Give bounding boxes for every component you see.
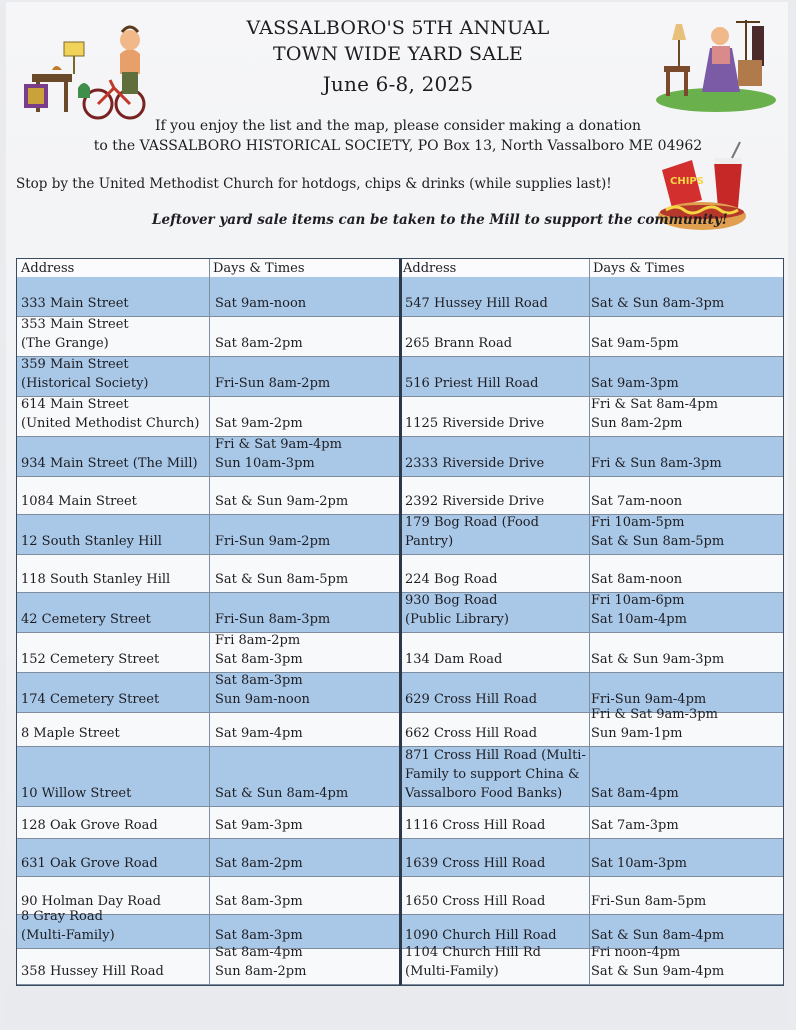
address-cell: 333 Main Street [21,296,129,311]
days-times-cell-2: Sat 7am-noon [591,494,683,509]
days-times-cell: Sat & Sun 9am-2pm [215,494,349,509]
address-cell-2: 662 Cross Hill Road [405,726,538,741]
flyer-title-line1: VASSALBORO'S 5TH ANNUAL [246,17,550,39]
days-times-cell-2: Fri noon-4pm Sat & Sun 9am-4pm [591,945,725,979]
days-times-cell-2: Sat 9am-5pm [591,336,679,351]
header-days-times: Days & Times [213,261,305,276]
sale-dates: June 6-8, 2025 [322,72,474,96]
days-times-cell: Sat & Sun 8am-4pm [215,786,349,801]
days-times-cell-2: Fri-Sun 8am-5pm [591,894,707,909]
column-divider [399,259,402,985]
address-cell: 8 Maple Street [21,726,120,741]
days-times-cell-2: Sat & Sun 8am-4pm [591,928,725,943]
address-cell: 8 Gray Road (Multi-Family) [21,909,115,943]
address-cell: 42 Cemetery Street [21,612,151,627]
header-address: Address [21,261,75,276]
days-times-cell: Sat 8am-2pm [215,856,303,871]
column-divider [589,259,590,985]
address-cell: 358 Hussey Hill Road [21,964,164,979]
days-times-cell-2: Fri-Sun 9am-4pm [591,692,707,707]
days-times-cell-2: Fri & Sat 8am-4pm Sun 8am-2pm [591,397,718,431]
address-cell: 118 South Stanley Hill [21,572,171,587]
address-cell-2: 265 Brann Road [405,336,513,351]
days-times-cell: Sat 8am-3pm [215,894,303,909]
address-cell: 359 Main Street (Historical Society) [21,357,149,391]
flyer-title-line2: TOWN WIDE YARD SALE [272,43,523,65]
days-times-cell: Sat & Sun 8am-5pm [215,572,349,587]
donation-note-line2: to the VASSALBORO HISTORICAL SOCIETY, PO Box 13, North Vassalboro ME 04962 [93,138,703,154]
address-cell-2: 1116 Cross Hill Road [405,818,546,833]
days-times-cell: Sat 9am-2pm [215,416,303,431]
header-days-times-2: Days & Times [593,261,685,276]
address-cell-2: 1639 Cross Hill Road [405,856,546,871]
days-times-cell-2: Sat 8am-noon [591,572,683,587]
address-cell: 934 Main Street (The Mill) [21,456,198,471]
days-times-cell: Sat 9am-noon [215,296,307,311]
address-cell-2: 179 Bog Road (Food Pantry) [405,515,539,549]
address-cell: 614 Main Street (United Methodist Church) [21,397,200,431]
days-times-cell: Fri-Sun 9am-2pm [215,534,331,549]
address-cell: 128 Oak Grove Road [21,818,158,833]
church-food-note: Stop by the United Methodist Church for hotdogs, chips & drinks (while supplies last)! [16,176,612,192]
days-times-cell: Sat 9am-4pm [215,726,303,741]
address-cell-2: 516 Priest Hill Road [405,376,539,391]
days-times-cell-2: Sat 10am-3pm [591,856,687,871]
days-times-cell-2: Sat 8am-4pm [591,786,679,801]
address-cell-2: 2333 Riverside Drive [405,456,545,471]
address-cell: 152 Cemetery Street [21,652,160,667]
days-times-cell: Fri-Sun 8am-2pm [215,376,331,391]
days-times-cell: Sat 8am-3pm [215,928,303,943]
chips-label: CHIPS [670,176,704,187]
address-cell: 10 Willow Street [21,786,132,801]
days-times-cell: Fri-Sun 8am-3pm [215,612,331,627]
leftover-items-note: Leftover yard sale items can be taken to the Mill to support the community! [152,212,728,228]
days-times-cell-2: Sat & Sun 9am-3pm [591,652,725,667]
address-cell: 353 Main Street (The Grange) [21,317,129,351]
days-times-cell: Sat 8am-2pm [215,336,303,351]
address-cell-2: 871 Cross Hill Road (Multi- Family to support China & Vassalboro Food Banks) [405,748,586,801]
header-address-2: Address [403,261,457,276]
yard-sale-table [16,258,784,986]
days-times-cell: Fri 8am-2pm Sat 8am-3pm [215,633,303,667]
days-times-cell-2: Sat & Sun 8am-3pm [591,296,725,311]
address-cell-2: 1104 Church Hill Rd (Multi-Family) [405,945,541,979]
days-times-cell: Sat 8am-4pm Sun 8am-2pm [215,945,307,979]
address-cell-2: 1125 Riverside Drive [405,416,545,431]
days-times-cell: Sat 8am-3pm Sun 9am-noon [215,673,310,707]
address-cell: 12 South Stanley Hill [21,534,162,549]
address-cell-2: 1650 Cross Hill Road [405,894,546,909]
address-cell-2: 134 Dam Road [405,652,503,667]
address-cell: 174 Cemetery Street [21,692,160,707]
address-cell-2: 2392 Riverside Drive [405,494,545,509]
days-times-cell-2: Fri & Sat 9am-3pm Sun 9am-1pm [591,707,718,741]
days-times-cell-2: Fri 10am-6pm Sat 10am-4pm [591,593,687,627]
address-cell: 90 Holman Day Road [21,894,161,909]
days-times-cell-2: Fri & Sun 8am-3pm [591,456,722,471]
days-times-cell: Fri & Sat 9am-4pm Sun 10am-3pm [215,437,342,471]
address-cell: 1084 Main Street [21,494,137,509]
days-times-cell-2: Sat 9am-3pm [591,376,679,391]
days-times-cell-2: Sat 7am-3pm [591,818,679,833]
address-cell-2: 547 Hussey Hill Road [405,296,548,311]
donation-note-line1: If you enjoy the list and the map, please consider making a donation [154,118,642,134]
address-cell: 631 Oak Grove Road [21,856,158,871]
column-divider [209,259,210,985]
days-times-cell: Sat 9am-3pm [215,818,303,833]
address-cell-2: 930 Bog Road (Public Library) [405,593,509,627]
address-cell-2: 1090 Church Hill Road [405,928,557,943]
address-cell-2: 629 Cross Hill Road [405,692,538,707]
address-cell-2: 224 Bog Road [405,572,498,587]
days-times-cell-2: Fri 10am-5pm Sat & Sun 8am-5pm [591,515,725,549]
